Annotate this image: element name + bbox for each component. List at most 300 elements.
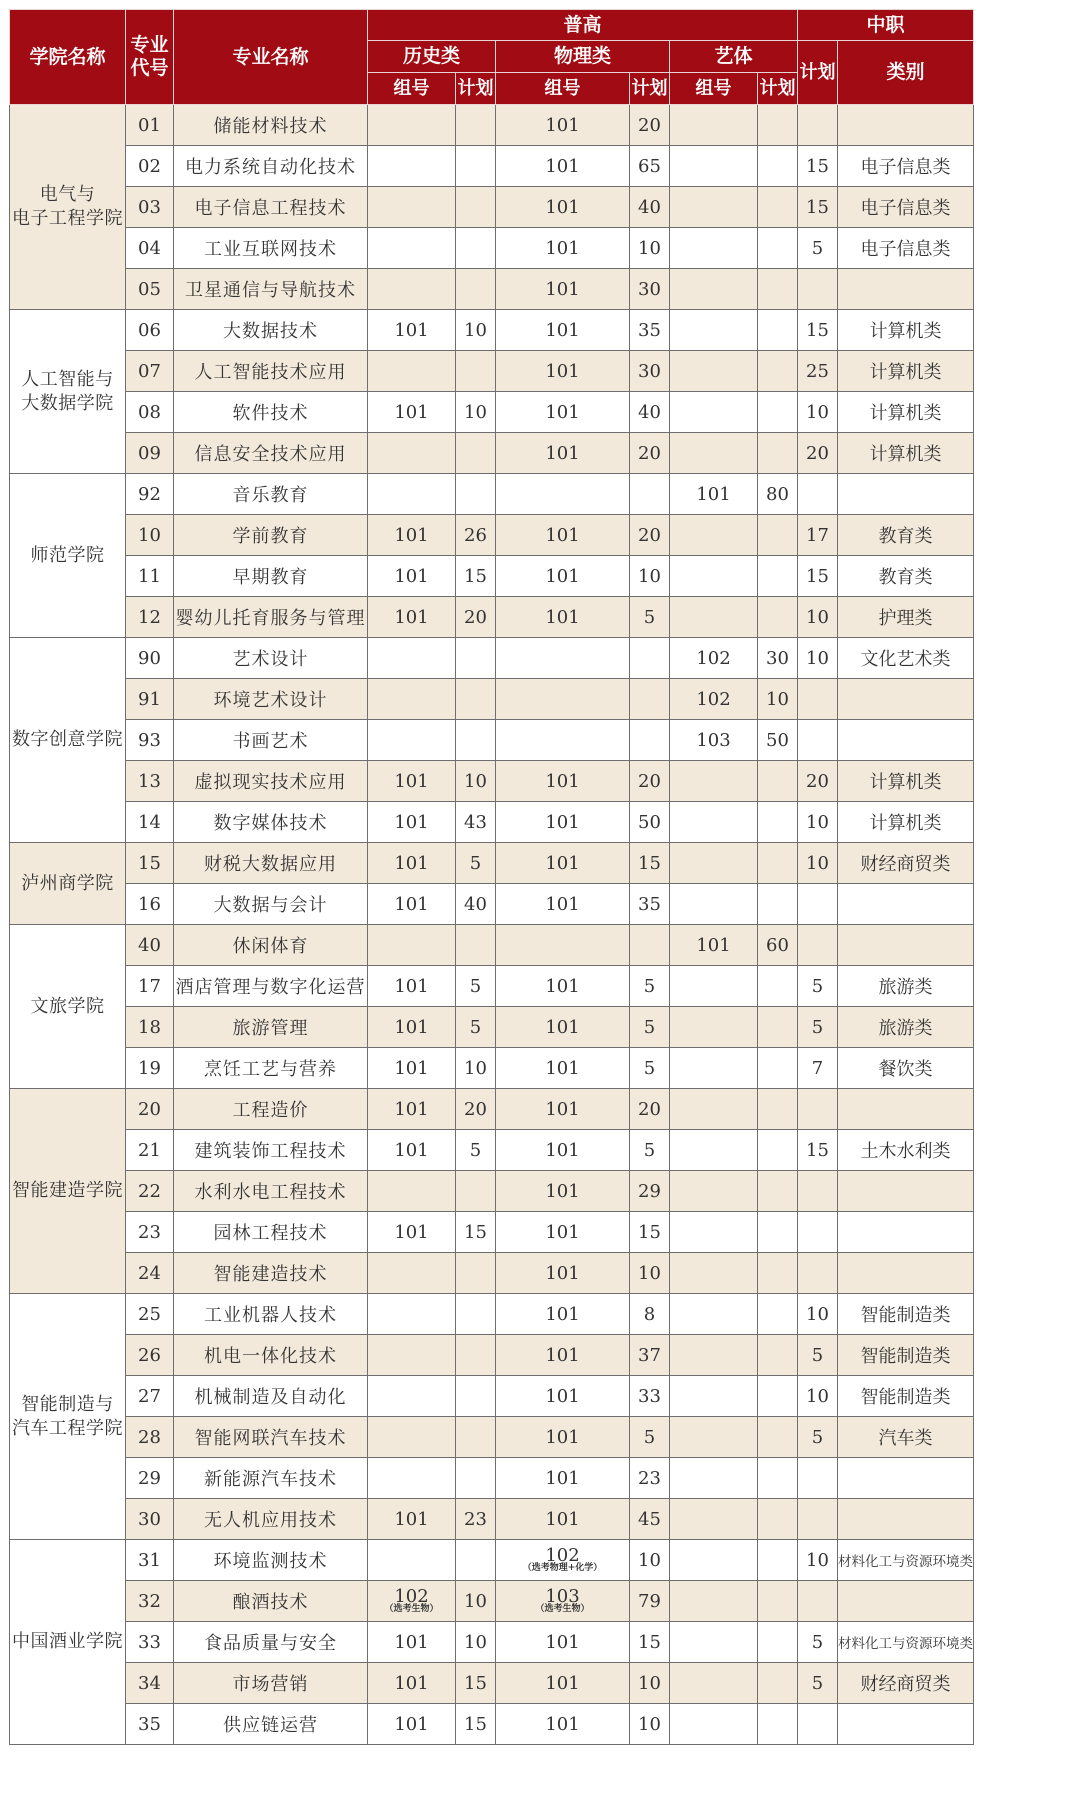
major-name: 婴幼儿托育服务与管理 [174, 597, 368, 638]
history-plan: 40 [456, 884, 496, 925]
physics-plan: 37 [630, 1335, 670, 1376]
arts-plan [758, 843, 798, 884]
major-code: 26 [126, 1335, 174, 1376]
vocational-plan: 20 [798, 433, 838, 474]
major-name: 市场营销 [174, 1663, 368, 1704]
history-plan [456, 105, 496, 146]
major-code: 04 [126, 228, 174, 269]
history-plan [456, 1171, 496, 1212]
history-group: 101 [368, 310, 456, 351]
vocational-plan: 15 [798, 187, 838, 228]
major-name: 机电一体化技术 [174, 1335, 368, 1376]
vocational-category: 智能制造类 [838, 1335, 974, 1376]
arts-plan [758, 269, 798, 310]
physics-plan: 79 [630, 1581, 670, 1622]
physics-group: 101 [496, 1376, 630, 1417]
major-name: 酒店管理与数字化运营 [174, 966, 368, 1007]
major-code: 17 [126, 966, 174, 1007]
arts-plan [758, 1458, 798, 1499]
history-group: 101 [368, 1704, 456, 1745]
physics-group [496, 925, 630, 966]
arts-plan [758, 556, 798, 597]
college-name: 文旅学院 [10, 925, 126, 1089]
arts-plan [758, 1540, 798, 1581]
physics-plan: 20 [630, 515, 670, 556]
vocational-category: 电子信息类 [838, 146, 974, 187]
major-code: 25 [126, 1294, 174, 1335]
arts-plan [758, 761, 798, 802]
physics-plan: 15 [630, 1212, 670, 1253]
physics-plan [630, 679, 670, 720]
major-name: 储能材料技术 [174, 105, 368, 146]
college-name: 智能建造学院 [10, 1089, 126, 1294]
physics-plan [630, 925, 670, 966]
table-row [10, 597, 974, 638]
major-name: 园林工程技术 [174, 1212, 368, 1253]
arts-plan [758, 1089, 798, 1130]
vocational-category: 电子信息类 [838, 228, 974, 269]
table-row [10, 1663, 974, 1704]
physics-plan: 10 [630, 1540, 670, 1581]
arts-group [670, 1663, 758, 1704]
vocational-plan: 15 [798, 1130, 838, 1171]
history-group: 101 [368, 556, 456, 597]
history-plan [456, 679, 496, 720]
table-row [10, 1376, 974, 1417]
major-code: 06 [126, 310, 174, 351]
vocational-plan: 15 [798, 146, 838, 187]
physics-plan: 65 [630, 146, 670, 187]
physics-plan: 5 [630, 1048, 670, 1089]
vocational-plan [798, 1171, 838, 1212]
arts-group [670, 884, 758, 925]
major-name: 供应链运营 [174, 1704, 368, 1745]
physics-group [496, 679, 630, 720]
arts-group [670, 1376, 758, 1417]
vocational-category [838, 720, 974, 761]
major-code: 33 [126, 1622, 174, 1663]
physics-group: 101 [496, 1171, 630, 1212]
vocational-plan [798, 1212, 838, 1253]
history-group-value: 102 [394, 1586, 429, 1607]
major-code: 28 [126, 1417, 174, 1458]
physics-group: 101 [496, 1335, 630, 1376]
arts-plan: 60 [758, 925, 798, 966]
physics-group: 101 [496, 1458, 630, 1499]
physics-plan [630, 638, 670, 679]
major-code: 13 [126, 761, 174, 802]
physics-group: 101 [496, 105, 630, 146]
vocational-category [838, 1212, 974, 1253]
major-name: 学前教育 [174, 515, 368, 556]
major-code: 31 [126, 1540, 174, 1581]
major-name: 休闲体育 [174, 925, 368, 966]
major-name: 数字媒体技术 [174, 802, 368, 843]
vocational-category: 智能制造类 [838, 1376, 974, 1417]
arts-group [670, 761, 758, 802]
major-code: 27 [126, 1376, 174, 1417]
arts-group [670, 433, 758, 474]
history-group: 101 [368, 1499, 456, 1540]
history-group: 101 [368, 1130, 456, 1171]
history-group: 101 [368, 884, 456, 925]
vocational-plan [798, 1253, 838, 1294]
header-zhongzhi: 中职 [798, 10, 974, 41]
vocational-plan: 17 [798, 515, 838, 556]
vocational-plan [798, 474, 838, 515]
vocational-plan: 10 [798, 638, 838, 679]
arts-plan [758, 1253, 798, 1294]
arts-group [670, 1335, 758, 1376]
history-group [368, 638, 456, 679]
history-plan: 15 [456, 556, 496, 597]
vocational-plan: 5 [798, 1622, 838, 1663]
table-row [10, 802, 974, 843]
physics-group: 101 [496, 187, 630, 228]
vocational-category: 土木水利类 [838, 1130, 974, 1171]
vocational-category: 旅游类 [838, 966, 974, 1007]
history-group [368, 187, 456, 228]
history-plan: 15 [456, 1704, 496, 1745]
college-name: 人工智能与 大数据学院 [10, 310, 126, 474]
history-plan: 20 [456, 597, 496, 638]
history-group [368, 1335, 456, 1376]
history-group [368, 720, 456, 761]
table-row [10, 1130, 974, 1171]
arts-plan [758, 966, 798, 1007]
arts-group [670, 1294, 758, 1335]
table-row [10, 1417, 974, 1458]
history-group: 101 [368, 1212, 456, 1253]
major-code: 05 [126, 269, 174, 310]
physics-group [496, 474, 630, 515]
vocational-plan [798, 925, 838, 966]
physics-group: 101 [496, 1499, 630, 1540]
history-group [368, 474, 456, 515]
arts-group: 102 [670, 679, 758, 720]
physics-plan: 5 [630, 1130, 670, 1171]
history-group: 101 [368, 761, 456, 802]
major-name: 智能网联汽车技术 [174, 1417, 368, 1458]
header-physics-plan: 计划 [630, 73, 670, 105]
arts-plan [758, 1376, 798, 1417]
vocational-plan: 10 [798, 1294, 838, 1335]
major-code: 11 [126, 556, 174, 597]
arts-group [670, 802, 758, 843]
physics-group: 101 [496, 433, 630, 474]
vocational-plan: 10 [798, 1540, 838, 1581]
physics-group [496, 1540, 630, 1581]
arts-group [670, 269, 758, 310]
history-group: 101 [368, 966, 456, 1007]
major-name: 环境监测技术 [174, 1540, 368, 1581]
major-name: 软件技术 [174, 392, 368, 433]
physics-plan: 50 [630, 802, 670, 843]
college-name: 智能制造与 汽车工程学院 [10, 1294, 126, 1540]
physics-group: 101 [496, 515, 630, 556]
table-row [10, 1499, 974, 1540]
major-code: 90 [126, 638, 174, 679]
history-group: 101 [368, 392, 456, 433]
physics-plan: 10 [630, 228, 670, 269]
major-code: 08 [126, 392, 174, 433]
arts-plan [758, 433, 798, 474]
history-group: 101 [368, 802, 456, 843]
vocational-plan: 25 [798, 351, 838, 392]
arts-group [670, 1089, 758, 1130]
college-name: 师范学院 [10, 474, 126, 638]
physics-plan: 20 [630, 105, 670, 146]
physics-group: 101 [496, 1294, 630, 1335]
arts-plan [758, 392, 798, 433]
history-group [368, 105, 456, 146]
arts-plan [758, 146, 798, 187]
table-row [10, 351, 974, 392]
arts-group [670, 392, 758, 433]
college-name: 泸州商学院 [10, 843, 126, 925]
vocational-category: 汽车类 [838, 1417, 974, 1458]
physics-group: 101 [496, 228, 630, 269]
vocational-plan: 10 [798, 392, 838, 433]
history-group [368, 1376, 456, 1417]
physics-plan: 5 [630, 1007, 670, 1048]
vocational-category: 计算机类 [838, 802, 974, 843]
arts-plan [758, 1335, 798, 1376]
vocational-plan [798, 105, 838, 146]
table-row [10, 966, 974, 1007]
history-plan [456, 433, 496, 474]
major-code: 12 [126, 597, 174, 638]
physics-group: 101 [496, 556, 630, 597]
table-row [10, 638, 974, 679]
history-plan: 15 [456, 1663, 496, 1704]
history-group [368, 1540, 456, 1581]
major-name: 无人机应用技术 [174, 1499, 368, 1540]
physics-plan: 5 [630, 1417, 670, 1458]
physics-plan: 8 [630, 1294, 670, 1335]
history-plan [456, 1376, 496, 1417]
history-plan: 43 [456, 802, 496, 843]
history-plan: 20 [456, 1089, 496, 1130]
physics-group: 101 [496, 761, 630, 802]
physics-plan [630, 474, 670, 515]
vocational-category [838, 474, 974, 515]
vocational-plan [798, 1704, 838, 1745]
header-vocational-plan: 计划 [798, 41, 838, 105]
history-group: 101 [368, 1622, 456, 1663]
vocational-plan [798, 679, 838, 720]
physics-plan: 5 [630, 597, 670, 638]
history-plan: 10 [456, 1048, 496, 1089]
table-row [10, 187, 974, 228]
table-row [10, 146, 974, 187]
vocational-plan: 5 [798, 1007, 838, 1048]
vocational-plan [798, 1089, 838, 1130]
vocational-category: 材料化工与资源环境类 [838, 1622, 974, 1663]
arts-group [670, 1048, 758, 1089]
history-group: 101 [368, 1007, 456, 1048]
major-name: 旅游管理 [174, 1007, 368, 1048]
vocational-category: 财经商贸类 [838, 843, 974, 884]
arts-group [670, 1622, 758, 1663]
table-row [10, 310, 974, 351]
table-row [10, 1007, 974, 1048]
major-code: 24 [126, 1253, 174, 1294]
history-group [368, 1417, 456, 1458]
major-name: 虚拟现实技术应用 [174, 761, 368, 802]
college-name: 数字创意学院 [10, 638, 126, 843]
arts-group [670, 556, 758, 597]
arts-group [670, 843, 758, 884]
history-group-note: （选考生物） [384, 1604, 439, 1614]
history-group: 101 [368, 843, 456, 884]
major-code: 40 [126, 925, 174, 966]
history-group [368, 228, 456, 269]
college-name: 电气与 电子工程学院 [10, 105, 126, 310]
table-row [10, 1294, 974, 1335]
arts-plan [758, 1007, 798, 1048]
physics-group: 101 [496, 146, 630, 187]
arts-plan [758, 597, 798, 638]
major-code: 91 [126, 679, 174, 720]
major-code: 23 [126, 1212, 174, 1253]
arts-group [670, 515, 758, 556]
table-row [10, 269, 974, 310]
vocational-category: 文化艺术类 [838, 638, 974, 679]
header-category: 类别 [838, 41, 974, 105]
table-row [10, 105, 974, 146]
major-code: 35 [126, 1704, 174, 1745]
header-college: 学院名称 [10, 10, 126, 105]
major-code: 16 [126, 884, 174, 925]
vocational-category [838, 1458, 974, 1499]
major-name: 烹饪工艺与营养 [174, 1048, 368, 1089]
major-name: 工业互联网技术 [174, 228, 368, 269]
physics-plan: 10 [630, 1704, 670, 1745]
history-group [368, 433, 456, 474]
physics-plan [630, 720, 670, 761]
vocational-category [838, 105, 974, 146]
arts-plan [758, 1212, 798, 1253]
vocational-plan: 5 [798, 1417, 838, 1458]
physics-plan: 10 [630, 1663, 670, 1704]
major-name: 大数据与会计 [174, 884, 368, 925]
arts-group [670, 351, 758, 392]
history-plan: 5 [456, 966, 496, 1007]
major-code: 34 [126, 1663, 174, 1704]
physics-group [496, 1581, 630, 1622]
arts-plan [758, 802, 798, 843]
vocational-category: 电子信息类 [838, 187, 974, 228]
history-plan: 10 [456, 761, 496, 802]
history-plan: 5 [456, 1007, 496, 1048]
vocational-plan: 10 [798, 1376, 838, 1417]
arts-plan: 80 [758, 474, 798, 515]
physics-group: 101 [496, 1212, 630, 1253]
arts-group [670, 1130, 758, 1171]
major-name: 音乐教育 [174, 474, 368, 515]
vocational-category [838, 925, 974, 966]
physics-group: 101 [496, 597, 630, 638]
vocational-category [838, 1581, 974, 1622]
arts-group [670, 1417, 758, 1458]
vocational-plan: 20 [798, 761, 838, 802]
vocational-category [838, 1499, 974, 1540]
physics-group: 101 [496, 843, 630, 884]
vocational-plan: 5 [798, 1335, 838, 1376]
table-row [10, 884, 974, 925]
physics-group: 101 [496, 884, 630, 925]
physics-group: 101 [496, 1704, 630, 1745]
major-code: 01 [126, 105, 174, 146]
table-row [10, 1458, 974, 1499]
major-name: 工程造价 [174, 1089, 368, 1130]
arts-group: 103 [670, 720, 758, 761]
vocational-category: 计算机类 [838, 392, 974, 433]
history-plan: 10 [456, 1622, 496, 1663]
table-body [10, 105, 974, 1745]
vocational-plan: 10 [798, 802, 838, 843]
physics-group: 101 [496, 802, 630, 843]
major-code: 21 [126, 1130, 174, 1171]
vocational-plan [798, 884, 838, 925]
major-code: 18 [126, 1007, 174, 1048]
vocational-plan [798, 269, 838, 310]
major-code: 07 [126, 351, 174, 392]
arts-plan [758, 1294, 798, 1335]
arts-group [670, 187, 758, 228]
major-name: 大数据技术 [174, 310, 368, 351]
major-name: 建筑装饰工程技术 [174, 1130, 368, 1171]
major-name: 人工智能技术应用 [174, 351, 368, 392]
physics-plan: 29 [630, 1171, 670, 1212]
table-row [10, 1048, 974, 1089]
table-row [10, 679, 974, 720]
header-code: 专业代号 [126, 10, 174, 105]
vocational-category: 智能制造类 [838, 1294, 974, 1335]
physics-group: 101 [496, 1663, 630, 1704]
arts-group: 101 [670, 925, 758, 966]
arts-group [670, 1499, 758, 1540]
vocational-plan [798, 1581, 838, 1622]
enrollment-plan-table [9, 9, 974, 1745]
history-group [368, 351, 456, 392]
arts-plan [758, 884, 798, 925]
arts-plan [758, 1704, 798, 1745]
arts-group [670, 597, 758, 638]
major-code: 02 [126, 146, 174, 187]
physics-plan: 35 [630, 310, 670, 351]
physics-plan: 30 [630, 269, 670, 310]
physics-plan: 20 [630, 761, 670, 802]
arts-plan [758, 1499, 798, 1540]
arts-group [670, 1540, 758, 1581]
history-group [368, 1581, 456, 1622]
physics-plan: 35 [630, 884, 670, 925]
history-plan [456, 1417, 496, 1458]
major-code: 15 [126, 843, 174, 884]
arts-group: 101 [670, 474, 758, 515]
major-code: 19 [126, 1048, 174, 1089]
physics-group: 101 [496, 269, 630, 310]
physics-plan: 30 [630, 351, 670, 392]
vocational-plan [798, 1458, 838, 1499]
vocational-plan: 5 [798, 228, 838, 269]
history-plan: 26 [456, 515, 496, 556]
history-group [368, 146, 456, 187]
arts-group [670, 1581, 758, 1622]
major-name: 智能建造技术 [174, 1253, 368, 1294]
